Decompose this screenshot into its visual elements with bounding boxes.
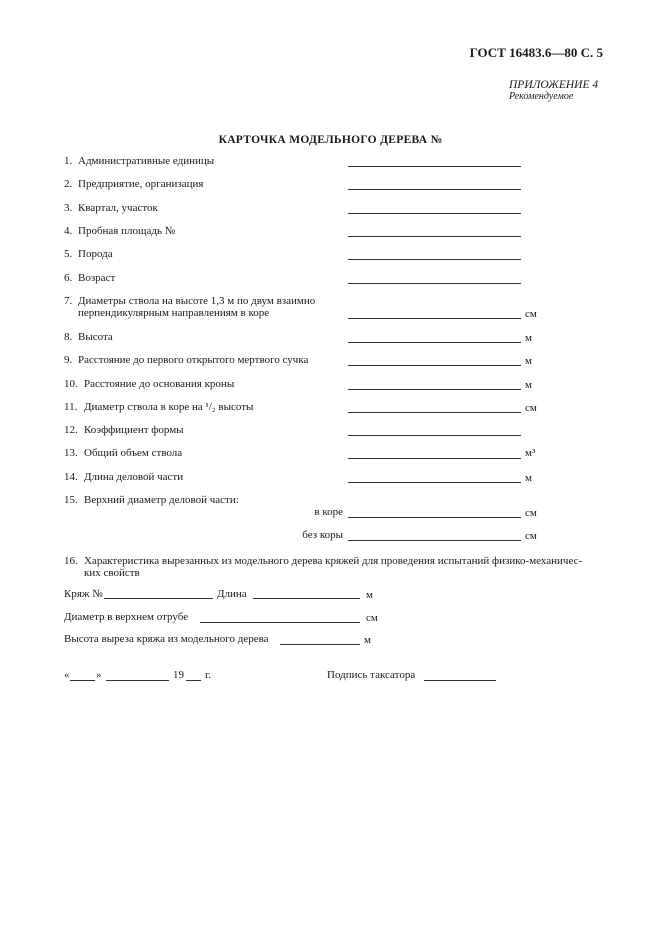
unit-label: м — [525, 472, 532, 484]
unit-label: см — [525, 530, 537, 542]
item-label: Диаметры ствола на высоте 1,3 м по двум взаимно — [78, 295, 316, 307]
item-label: Верхний диаметр деловой части: — [84, 494, 239, 506]
log-height-field[interactable] — [280, 644, 360, 645]
fill-line[interactable] — [348, 342, 521, 343]
recommended-label: Рекомендуемое — [509, 91, 574, 102]
item-label-continued: ких свойств — [84, 567, 140, 579]
item-label: Диаметр ствола в коре на ¹/₂ высоты — [84, 401, 254, 413]
appendix-label: ПРИЛОЖЕНИЕ 4 — [509, 79, 599, 91]
item-number: 3. — [64, 202, 73, 214]
year-suffix: г. — [205, 669, 212, 681]
item-number: 9. — [64, 354, 73, 366]
date-quote-close: » — [96, 669, 102, 681]
item-number: 10. — [64, 378, 78, 390]
year-prefix: 19 — [173, 669, 184, 681]
fill-line[interactable] — [348, 189, 521, 190]
item-label: Порода — [78, 248, 113, 260]
fill-line[interactable] — [348, 365, 521, 366]
fill-line[interactable] — [348, 540, 521, 541]
item-number: 2. — [64, 178, 73, 190]
date-quote-open: « — [64, 669, 70, 681]
log-diameter-field[interactable] — [200, 622, 360, 623]
item-label: Пробная площадь № — [78, 225, 176, 237]
unit-label: м — [525, 355, 532, 367]
item-label: Расстояние до основания кроны — [84, 378, 235, 390]
item-number: 8. — [64, 331, 73, 343]
unit-label: м — [366, 589, 373, 601]
document-header: ГОСТ 16483.6—80 С. 5 — [469, 45, 603, 60]
item-label: Административные единицы — [78, 155, 215, 167]
item-label: Квартал, участок — [78, 202, 158, 214]
day-field[interactable] — [70, 680, 95, 681]
signature-label: Подпись таксатора — [327, 669, 416, 681]
fill-line[interactable] — [348, 435, 521, 436]
fill-line[interactable] — [348, 389, 521, 390]
item-number: 16. — [64, 555, 78, 567]
fill-line[interactable] — [348, 458, 521, 459]
item-number: 11. — [64, 401, 78, 413]
log-number-label: Кряж № — [64, 588, 103, 600]
card-title: КАРТОЧКА МОДЕЛЬНОГО ДЕРЕВА № — [218, 134, 443, 146]
item-number: 6. — [64, 272, 73, 284]
log-diameter-label: Диаметр в верхнем отрубе — [64, 611, 189, 623]
item-number: 13. — [64, 447, 78, 459]
log-length-label: Длина — [217, 588, 247, 600]
unit-label: см — [525, 507, 537, 519]
item-number: 4. — [64, 225, 73, 237]
log-number-field[interactable] — [104, 598, 213, 599]
unit-label: м³ — [525, 447, 536, 459]
item-label: Предприятие, организация — [78, 178, 204, 190]
fill-line[interactable] — [348, 482, 521, 483]
fill-line[interactable] — [348, 318, 521, 319]
item-label-continued: перпендикулярным направлениям в коре — [78, 307, 270, 319]
fill-line[interactable] — [348, 412, 521, 413]
log-length-field[interactable] — [253, 598, 360, 599]
signature-field[interactable] — [424, 680, 496, 681]
sub-label: в коре — [314, 506, 343, 518]
item-number: 12. — [64, 424, 78, 436]
fill-line[interactable] — [348, 259, 521, 260]
item-label: Общий объем ствола — [84, 447, 183, 459]
item-label: Высота — [78, 331, 113, 343]
item-label: Длина деловой части — [84, 471, 184, 483]
month-field[interactable] — [106, 680, 169, 681]
item-label: Коэффициент формы — [84, 424, 184, 436]
unit-label: см — [366, 612, 378, 624]
item-label: Расстояние до первого открытого мертвого сучка — [78, 354, 309, 366]
year-field[interactable] — [186, 680, 201, 681]
unit-label: м — [525, 379, 532, 391]
item-number: 14. — [64, 471, 78, 483]
unit-label: см — [525, 308, 537, 320]
fill-line[interactable] — [348, 166, 521, 167]
item-number: 5. — [64, 248, 73, 260]
fill-line[interactable] — [348, 236, 521, 237]
item-number: 7. — [64, 295, 73, 307]
unit-label: м — [525, 332, 532, 344]
sub-label: без коры — [302, 529, 343, 541]
fill-line[interactable] — [348, 213, 521, 214]
item-label: Характеристика вырезанных из модельного дерева кряжей для проведения испытаний физико-механичес- — [84, 555, 583, 567]
fill-line[interactable] — [348, 283, 521, 284]
item-number: 15. — [64, 494, 78, 506]
fill-line[interactable] — [348, 517, 521, 518]
item-number: 1. — [64, 155, 73, 167]
log-height-label: Высота выреза кряжа из модельного дерева — [64, 633, 269, 645]
unit-label: м — [364, 634, 371, 646]
unit-label: см — [525, 402, 537, 414]
item-label: Возраст — [78, 272, 116, 284]
